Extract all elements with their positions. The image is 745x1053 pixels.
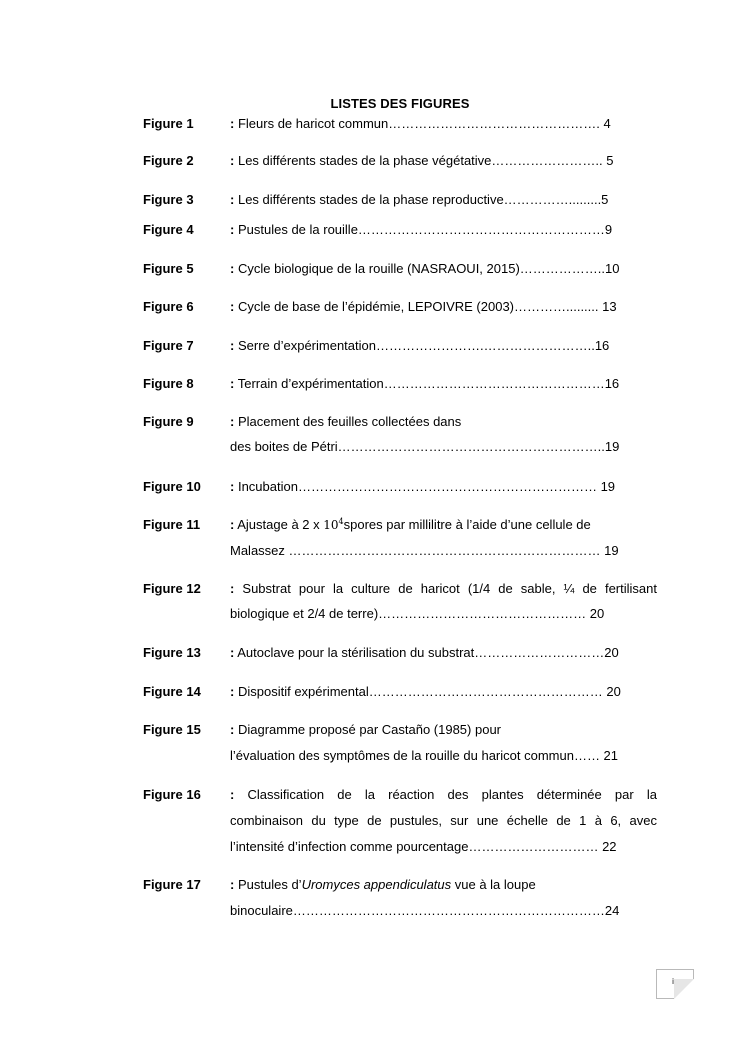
caption-text: spores par millilitre à l’aide d’une cellule de	[343, 517, 591, 532]
figure-caption-line	[230, 479, 657, 494]
caption-text: Placement des feuilles collectées dans	[237, 414, 462, 429]
species-name: Uromyces appendiculatus	[301, 877, 452, 892]
figure-label: Figure 7	[143, 338, 194, 353]
figure-label: Figure 6	[143, 299, 194, 314]
figure-label: Figure 4	[143, 222, 194, 237]
colon: :	[230, 645, 235, 660]
figure-caption-line	[230, 414, 657, 429]
figure-caption-line	[230, 517, 657, 532]
math-base: 10	[323, 518, 339, 532]
figure-caption-line	[230, 684, 657, 699]
figure-caption-line	[230, 376, 657, 391]
figure-caption-line	[230, 877, 657, 892]
caption-text: Ajustage à 2 x	[237, 517, 324, 532]
figure-caption-line: combinaison du type de pustules, sur une échelle de 1 à 6, avec	[230, 813, 657, 828]
colon: :	[230, 116, 235, 131]
figure-caption-line	[230, 787, 657, 804]
caption-text: Terrain d’expérimentation……………………………………………16	[237, 376, 620, 391]
colon: :	[230, 261, 235, 276]
caption-text: Incubation…………………………………………………………… 19	[237, 479, 616, 494]
colon: :	[230, 338, 235, 353]
figure-label: Figure 9	[143, 414, 194, 429]
page-title: LISTES DES FIGURES	[330, 96, 470, 111]
figure-caption-line	[230, 722, 657, 737]
caption-text: Diagramme proposé par Castaño (1985) pour	[237, 722, 501, 737]
page-number: ix	[672, 977, 678, 986]
caption-text: Serre d’expérimentation…………………….……………………..16	[237, 338, 610, 353]
colon: :	[230, 192, 235, 207]
figure-label: Figure 3	[143, 192, 194, 207]
figure-caption-line: l’intensité d’infection comme pourcentage………………………… 22	[230, 839, 617, 854]
caption-text: Classification de la réaction des plantes déterminée par la	[247, 787, 657, 802]
figure-label: Figure 13	[143, 645, 201, 660]
colon: :	[230, 722, 235, 737]
math-expression	[323, 518, 343, 532]
figure-caption-line: Malassez ……………………………………………………………… 19	[230, 543, 619, 558]
figure-label: Figure 5	[143, 261, 194, 276]
figure-caption-line: biologique et 2/4 de terre)………………………………………… 20	[230, 606, 605, 621]
caption-text: vue à la loupe	[451, 877, 536, 892]
caption-text: Autoclave pour la stérilisation du substrat…………………………20	[237, 645, 619, 660]
figure-caption-line	[230, 338, 657, 353]
figure-caption-line: des boites de Pétri……………………………………………………..19	[230, 439, 620, 454]
caption-text: Fleurs de haricot commun…………………………………………. 4	[237, 116, 611, 131]
figure-label: Figure 8	[143, 376, 194, 391]
caption-text: Cycle de base de l’épidémie, LEPOIVRE (2003)…………......... 13	[237, 299, 617, 314]
colon: :	[230, 376, 235, 391]
figure-caption-line	[230, 299, 657, 314]
colon: :	[230, 414, 235, 429]
figure-caption-line	[230, 261, 657, 276]
figure-label: Figure 16	[143, 787, 201, 802]
figure-caption-line	[230, 222, 657, 237]
colon: :	[230, 517, 235, 532]
caption-text: Dispositif expérimental……………………………………………… 20	[237, 684, 621, 699]
figure-caption-line	[230, 645, 657, 660]
caption-text: Les différents stades de la phase végétative…………………….. 5	[237, 153, 614, 168]
figure-label: Figure 2	[143, 153, 194, 168]
colon: :	[230, 684, 235, 699]
page-number-box	[656, 969, 694, 999]
figure-caption-line: binoculaire………………………………………………………………24	[230, 903, 620, 918]
figure-label: Figure 14	[143, 684, 201, 699]
caption-text: Substrat pour la culture de haricot (1/4 de sable, ¼ de fertilisant	[242, 581, 657, 596]
colon: :	[230, 787, 235, 802]
caption-text: Cycle biologique de la rouille (NASRAOUI, 2015)………………..10	[237, 261, 620, 276]
colon: :	[230, 479, 235, 494]
colon: :	[230, 299, 235, 314]
colon: :	[230, 581, 235, 596]
figure-label: Figure 12	[143, 581, 201, 596]
figure-caption-line	[230, 581, 657, 598]
figure-label: Figure 11	[143, 517, 201, 532]
figure-caption-line	[230, 192, 657, 207]
figure-label: Figure 17	[143, 877, 201, 892]
figure-caption-line: l’évaluation des symptômes de la rouille du haricot commun…… 21	[230, 748, 619, 763]
figure-label: Figure 10	[143, 479, 201, 494]
figure-label: Figure 15	[143, 722, 201, 737]
figure-caption-line	[230, 116, 657, 131]
colon: :	[230, 222, 235, 237]
math-exponent: 4	[338, 517, 344, 526]
figure-caption-line	[230, 153, 657, 168]
figure-label: Figure 1	[143, 116, 194, 131]
caption-text: Pustules d’	[237, 877, 302, 892]
colon: :	[230, 877, 235, 892]
colon: :	[230, 153, 235, 168]
caption-text: Pustules de la rouille…………………………………………………9	[237, 222, 613, 237]
caption-text: Les différents stades de la phase reproductive…………….........5	[237, 192, 609, 207]
